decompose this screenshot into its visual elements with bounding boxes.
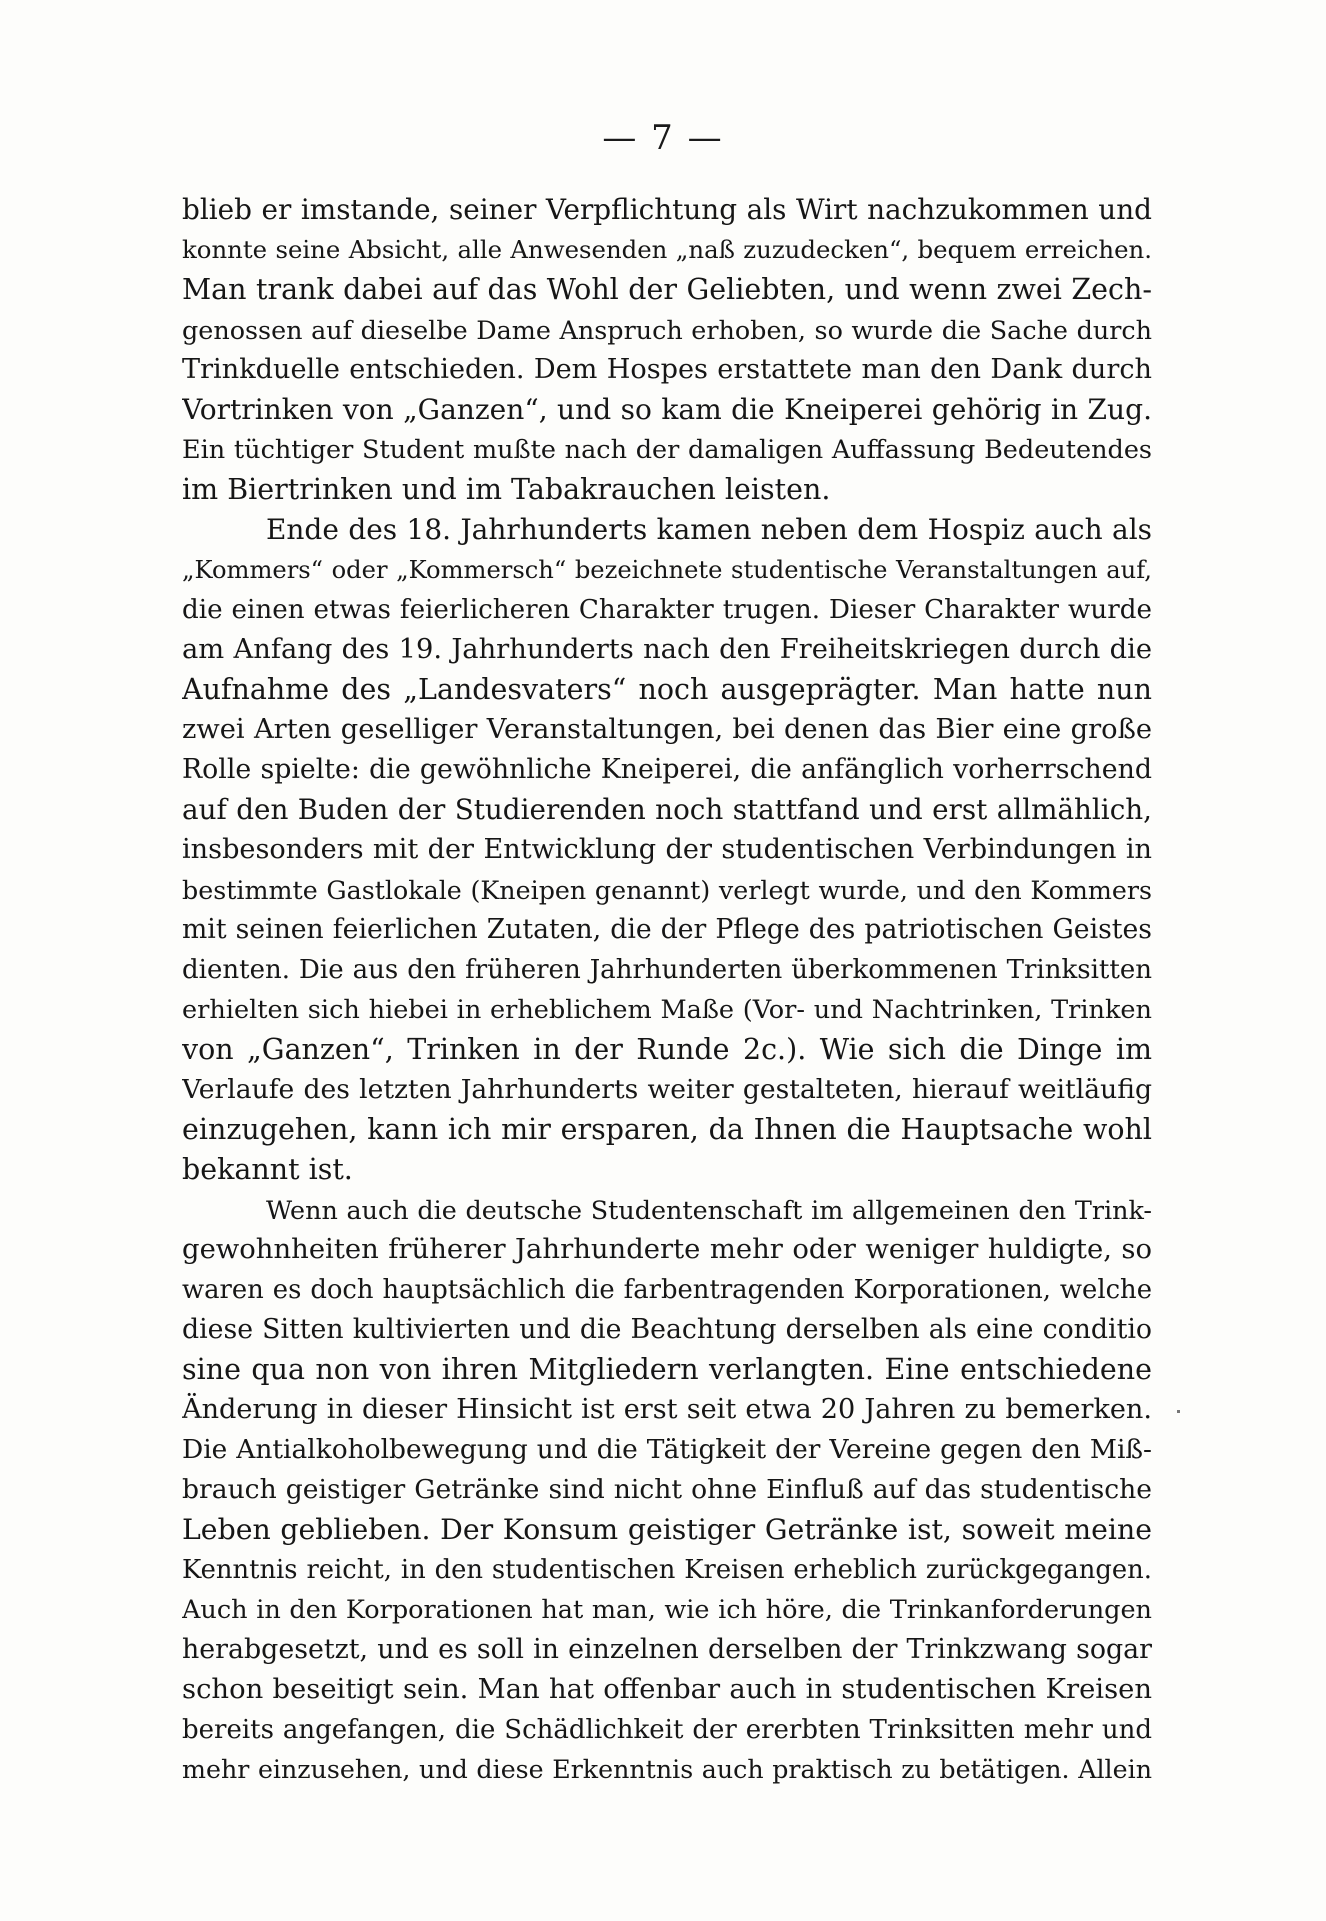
body-text bbox=[182, 190, 1152, 1790]
text-line: insbesonders mit der Entwicklung der studentischen Verbindungen in bbox=[182, 834, 1152, 865]
text-line: auf den Buden der Studierenden noch stattfand und erst allmählich, bbox=[182, 793, 1152, 826]
text-line: gewohnheiten früherer Jahrhunderte mehr oder weniger huldigte, so bbox=[182, 1234, 1152, 1265]
text-line: im Biertrinken und im Tabakrauchen leisten. bbox=[182, 473, 831, 506]
text-line: zwei Arten geselliger Veranstaltungen, bei denen das Bier eine große bbox=[182, 714, 1152, 745]
text-line: Ein tüchtiger Student mußte nach der damaligen Auffassung Bedeutendes bbox=[182, 435, 1152, 465]
text-line: Änderung in dieser Hinsicht ist erst seit etwa 20 Jahren zu bemerken. bbox=[182, 1394, 1152, 1425]
text-line: Verlaufe des letzten Jahrhunderts weiter gestalteten, hierauf weitläufig bbox=[182, 1074, 1152, 1105]
text-line: dienten. Die aus den früheren Jahrhunderten überkommenen Trinksitten bbox=[182, 955, 1152, 985]
text-line: einzugehen, kann ich mir ersparen, da Ihnen die Hauptsache wohl bbox=[182, 1113, 1152, 1146]
text-line: Wenn auch die deutsche Studentenschaft im allgemeinen den Trink- bbox=[266, 1195, 1152, 1225]
text-line: Vortrinken von „Ganzen“, und so kam die Kneiperei gehörig in Zug. bbox=[182, 393, 1152, 426]
print-speck bbox=[1177, 1410, 1180, 1413]
text-line: diese Sitten kultivierten und die Beachtung derselben als eine conditio bbox=[182, 1314, 1152, 1345]
page-number: — 7 — bbox=[602, 118, 724, 158]
text-line: konnte seine Absicht, alle Anwesenden „naß zuzudecken“, bequem erreichen. bbox=[182, 235, 1152, 264]
text-line: „Kommers“ oder „Kommersch“ bezeichnete studentische Veranstaltungen auf, bbox=[182, 556, 1152, 584]
text-line: Trinkduelle entschieden. Dem Hospes erstattete man den Dank durch bbox=[182, 354, 1152, 385]
text-line: bekannt ist. bbox=[182, 1153, 353, 1186]
paragraph-3 bbox=[182, 1190, 1152, 1790]
text-line: Aufnahme des „Landesvaters“ noch ausgeprägter. Man hatte nun bbox=[182, 673, 1152, 706]
text-line: Man trank dabei auf das Wohl der Geliebten, und wenn zwei Zech- bbox=[182, 273, 1152, 306]
text-line: Ende des 18. Jahrhunderts kamen neben dem Hospiz auch als bbox=[266, 513, 1152, 546]
text-line: genossen auf dieselbe Dame Anspruch erhoben, so wurde die Sache durch bbox=[182, 315, 1152, 345]
text-line: sine qua non von ihren Mitgliedern verlangten. Eine entschiedene bbox=[182, 1353, 1152, 1386]
text-line: bereits angefangen, die Schädlichkeit der ererbten Trinksitten mehr und bbox=[182, 1715, 1152, 1745]
text-line: schon beseitigt sein. Man hat offenbar auch in studentischen Kreisen bbox=[182, 1674, 1152, 1705]
text-line: waren es doch hauptsächlich die farbentragenden Korporationen, welche bbox=[182, 1275, 1152, 1305]
text-line: brauch geistiger Getränke sind nicht ohne Einfluß auf das studentische bbox=[182, 1474, 1152, 1505]
text-line: Kenntnis reicht, in den studentischen Kreisen erheblich zurückgegangen. bbox=[182, 1555, 1152, 1585]
text-line: Auch in den Korporationen hat man, wie ich höre, die Trinkanforderungen bbox=[182, 1595, 1152, 1625]
text-line: Rolle spielte: die gewöhnliche Kneiperei, die anfänglich vorherrschend bbox=[182, 754, 1152, 785]
text-line: am Anfang des 19. Jahrhunderts nach den Freiheitskriegen durch die bbox=[182, 634, 1152, 665]
text-line: Die Antialkoholbewegung und die Tätigkeit der Vereine gegen den Miß- bbox=[182, 1434, 1152, 1465]
paragraph-2 bbox=[182, 510, 1152, 1190]
text-line: die einen etwas feierlicheren Charakter trugen. Dieser Charakter wurde bbox=[182, 595, 1152, 625]
text-line: mit seinen feierlichen Zutaten, die der Pflege des patriotischen Geistes bbox=[182, 914, 1152, 945]
text-line: erhielten sich hiebei in erheblichem Maße (Vor- und Nachtrinken, Trinken bbox=[182, 995, 1152, 1025]
text-line: von „Ganzen“, Trinken in der Runde 2c.). Wie sich die Dinge im bbox=[182, 1033, 1152, 1066]
text-line: mehr einzusehen, und diese Erkenntnis auch praktisch zu betätigen. Allein bbox=[182, 1755, 1152, 1784]
text-line: bestimmte Gastlokale (Kneipen genannt) verlegt wurde, und den Kommers bbox=[182, 875, 1152, 905]
text-line: herabgesetzt, und es soll in einzelnen derselben der Trinkzwang sogar bbox=[182, 1634, 1152, 1665]
text-line: blieb er imstande, seiner Verpflichtung als Wirt nachzukommen und bbox=[182, 193, 1152, 226]
text-line: Leben geblieben. Der Konsum geistiger Getränke ist, soweit meine bbox=[182, 1513, 1152, 1546]
paragraph-1 bbox=[182, 190, 1152, 510]
